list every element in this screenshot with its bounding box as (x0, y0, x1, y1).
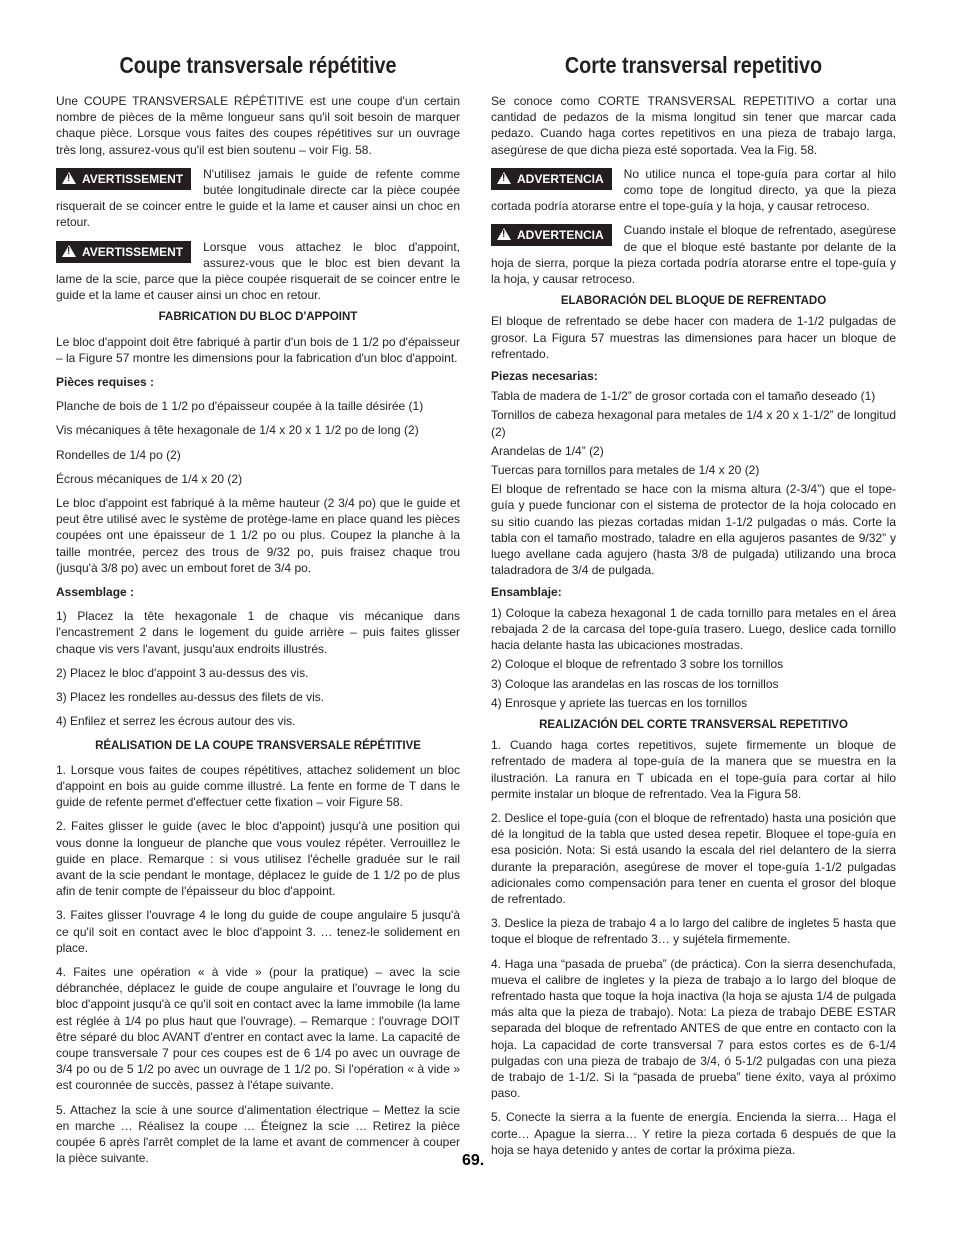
french-column (56, 46, 460, 1166)
warning-triangle-icon: ! (62, 172, 76, 184)
spanish-warning-1 (491, 166, 896, 215)
step-item: 2. Faites glisser le guide (avec le bloc d'appoint) jusqu'à une position qui vous donne la longueur de planche que vous voulez répéter. Verrouillez le guide en place. Remarque : si vous utilisez l'échelle graduée sur le rail avant de la scie pendant le montage, déplacez le guide de 1 1/2 po de plus afin de tenir compte de l'épaisseur du bloc d'appoint. (56, 819, 460, 899)
spanish-warning-1-text: No utilice nunca el tope-guía para cortar al hilo como tope de longitud directo, ya que la pieza cortada podría atorarse entre el tope-guía y la hoja, y causar retroceso. (491, 166, 896, 214)
french-assemblage-label: Assemblage : (56, 585, 135, 600)
spanish-piezas-label: Piezas necesarias: (491, 369, 598, 384)
spanish-title: Corte transversal repetitivo (564, 52, 823, 78)
french-heading-realisation: RÉALISATION DE LA COUPE TRANSVERSALE RÉPÉTITIVE (95, 739, 421, 752)
french-bloc-text: Le bloc d'appoint est fabriqué à la même hauteur (2 3/4 po) que le guide et peut être utilisé avec le système de protège-lame en place quand les pièces coupées ont une épaisseur de 1 1/2 po ou plus. Coupez la planche à la taille montrée, percez des trous de 9/32 po, puis fraisez chaque trou (jusqu'à 3/8 po) avec un embout foret de 3/4 po. (56, 496, 460, 575)
list-item: 1) Placez la tête hexagonale 1 de chaque vis mécanique dans l'encastrement 2 dans le logement du guide arrière – puis faites glisser chaque vis vers l'avant, jusqu'aux endroits illustrés. (56, 609, 460, 656)
step-item: 4. Faites une opération « à vide » (pour la pratique) – avec la scie débranchée, déplacez le guide de coupe angulaire et l'ouvrage le long du bloc d'appoint jusqu'à ce qu'il soit en contact avec la lame immobile (la lame est réglée à 1/4 po plus haut que l'ouvrage). – Remarque : l'ouvrage DOIT être séparé du bloc AVANT d'entrer en contact avec la lame. La capacité de coupe transversale 7 pour ces coupes est de 6 1/4 po avec un ouvrage de 3/4 po ou de 5 1/2 po avec un ouvrage de 1 1/2 po. Si l'opération « à vide » est couronnée de succès, passez à l'étape suivante. (56, 964, 460, 1093)
french-warning-2-text: Lorsque vous attachez le bloc d'appoint, assurez-vous que le bloc est bien devant la lame de la scie, parce que la pièce coupée risquerait de se coincer entre le guide et la lame et causer ainsi un choc en retour. (56, 239, 460, 303)
spanish-ensamblaje-label: Ensamblaje: (491, 585, 562, 600)
warning-label: ADVERTENCIA (517, 228, 604, 243)
list-item: Vis mécaniques à tête hexagonale de 1/4 x 20 x 1 1/2 po de long (2) (56, 423, 419, 438)
list-item: 2) Placez le bloc d'appoint 3 au-dessus des vis. (56, 665, 309, 680)
list-item: 4) Enfilez et serrez les écrous autour des vis. (56, 714, 296, 729)
step-item: 1. Cuando haga cortes repetitivos, sujete firmemente un bloque de refrentado de madera al tope-guía de la manera que se muestra en la ilustración. La ranura en T ubicada en el tope-guía para cortar al hilo permite instalar un bloque de refrentado. Vea la Figura 58. (491, 738, 896, 801)
warning-triangle-icon: ! (497, 228, 511, 240)
warning-label: AVERTISSEMENT (82, 244, 184, 259)
step-item: 3. Deslice la pieza de trabajo 4 a lo largo del calibre de ingletes 5 hasta que toque el bloque de refrentado 3… y sujétela firmemente. (491, 916, 896, 947)
warning-badge (491, 168, 612, 190)
warning-label: ADVERTENCIA (517, 171, 604, 186)
spanish-intro: Se conoce como CORTE TRANSVERSAL REPETITIVO a cortar una cantidad de pedazos de la misma longitud sin tener que marcar cada pedazo. Cuando haga cortes repetitivos en una pieza de trabajo larga, asegúrese de que dicha pieza esté soportada. Vea la Fig. 58. (491, 94, 896, 157)
french-title: Coupe transversale répétitive (119, 52, 397, 78)
list-item: Tornillos de cabeza hexagonal para metales de 1/4 x 20 x 1-1/2” de longitud (2) (491, 408, 896, 439)
french-intro: Une COUPE TRANSVERSALE RÉPÉTITIVE est une coupe d'un certain nombre de pièces de la même longueur sans qu'il soit besoin de marquer chaque pièce. Lorsque vous faites des coupes répétitives sur un ouvrage très long, assurez-vous qu'il est bien soutenu – voir Fig. 58. (56, 94, 460, 157)
warning-badge (491, 224, 612, 246)
step-item: 4. Haga una “pasada de prueba” (de práctica). Con la sierra desenchufada, mueva el calibre de ingletes y la pieza de trabajo a lo largo del bloque de refrentado hasta que toque la hoja inactiva (la hoja se ajusta 1/4 de pulgada más alta que la pieza de trabajo). Nota: La pieza de trabajo DEBE ESTAR separada del bloque de refrentado ANTES de que entre en contacto con la hoja. La capacidad de corte transversal 7 para estos cortes es de 6-1/4 pulgadas con una pieza de trabajo de 3/4, ó 5-1/2 pulgadas con una pieza de trabajo de 1-1/2. Si la “pasada de prueba” tiene éxito, vaya al próximo paso. (491, 956, 896, 1101)
french-warning-2 (56, 239, 460, 304)
step-item: 3. Faites glisser l'ouvrage 4 le long du guide de coupe angulaire 5 jusqu'à ce qu'il soit en contact avec le bloc d'appoint 3. … tenez-le solidement en place. (56, 908, 460, 955)
list-item: 2) Coloque el bloque de refrentado 3 sobre los tornillos (491, 657, 784, 672)
spanish-heading-realizacion: REALIZACIÓN DEL CORTE TRANSVERSAL REPETITIVO (539, 718, 848, 731)
spanish-column (491, 46, 896, 1158)
page-number: 69. (462, 1152, 485, 1169)
spanish-bloque-text: El bloque de refrentado se hace con la misma altura (2-3/4”) que el tope-guía y puede funcionar con el sistema de protector de la hoja colocado en su sitio cuando las piezas cortadas midan 1-1/2 pulgadas o más. Corte la tabla con el tamaño mostrado, taladre en ella agujeros pasantes de 9/32” y luego avellane cada agujero (hasta 3/8 de pulgada) utilizando una broca taladradora de 3/4 de pulgada. (491, 482, 896, 578)
list-item: 3) Placez les rondelles au-dessus des filets de vis. (56, 690, 325, 705)
warning-label: AVERTISSEMENT (82, 171, 184, 186)
list-item: Tabla de madera de 1-1/2” de grosor cortada con el tamaño deseado (1) (491, 389, 876, 404)
list-item: 1) Coloque la cabeza hexagonal 1 de cada tornillo para metales en el área rebajada 2 de la carcasa del tope-guía trasero. Luego, deslice cada tornillo hacia delante hasta las ubicaciones mostradas. (491, 605, 896, 653)
list-item: 3) Coloque las arandelas en las roscas de los tornillos (491, 676, 779, 691)
warning-triangle-icon: ! (62, 245, 76, 257)
step-item: 5. Conecte la sierra a la fuente de energía. Encienda la sierra… Haga el corte… Apague la sierra… Y retire la pieza cortada 6 después de que la hoja se haya detenido y antes de cortar la próxima pieza. (491, 1110, 896, 1157)
list-item: Écrous mécaniques de 1/4 x 20 (2) (56, 471, 243, 486)
warning-badge (56, 168, 191, 190)
list-item: Rondelles de 1/4 po (2) (56, 447, 181, 462)
step-item: 5. Attachez la scie à une source d'alimentation électrique – Mettez la scie en marche … Réalisez la coupe … Éteignez la scie … Retirez la pièce coupée 6 après l'arrêt complet de la lame et avant de commencer à couper la pièce suivante. (56, 1102, 460, 1166)
step-item: 2. Deslice el tope-guía (con el bloque de refrentado) hasta una posición que dé la longitud de la tabla que usted desea repetir. Bloquee el tope-guía en esa posición. Nota: Si está usando la escala del riel delantero de la sierra durante la preparación, asegúrese de mover el tope-guía 1-1/2 pulgadas adicionales como compensación para tener en cuenta el grosor del bloque de refrentado. (491, 810, 896, 906)
list-item: Arandelas de 1/4” (2) (491, 443, 604, 458)
spanish-warning-2 (491, 222, 896, 287)
french-heading-fabrication: FABRICATION DU BLOC D'APPOINT (158, 311, 358, 324)
spanish-elaboracion-text: El bloque de refrentado se debe hacer con madera de 1-1/2 pulgadas de grosor. La Figura 57 muestras las dimensiones para hacer un bloque de refrentado. (491, 314, 896, 361)
list-item: 4) Enrosque y apriete las tuercas en los tornillos (491, 695, 748, 710)
warning-badge (56, 241, 191, 263)
french-fabrication-text: Le bloc d'appoint doit être fabriqué à partir d'un bois de 1 1/2 po d'épaisseur – la Figure 57 montre les dimensions pour la fabrication d'un bloc d'appoint. (56, 334, 460, 365)
step-item: 1. Lorsque vous faites de coupes répétitives, attachez solidement un bloc d'appoint en bois au guide comme illustré. La fente en forme de T dans le guide de refente permet d'effectuer cette fixation – voir Figure 58. (56, 762, 460, 810)
spanish-heading-elaboracion: ELABORACIÓN DEL BLOQUE DE REFRENTADO (560, 295, 827, 308)
french-warning-1 (56, 166, 460, 231)
warning-triangle-icon: ! (497, 172, 511, 184)
french-pieces-label: Pièces requises : (56, 375, 155, 390)
spanish-warning-2-text: Cuando instale el bloque de refrentado, asegúrese de que el bloque esté bastante por delante de la hoja de sierra, porque la pieza cortada podría atorarse entre el tope-guía y la hoja, y causar retroceso. (491, 223, 896, 287)
list-item: Tuercas para tornillos para metales de 1/4 x 20 (2) (491, 463, 760, 478)
list-item: Planche de bois de 1 1/2 po d'épaisseur coupée à la taille désirée (1) (56, 399, 424, 414)
french-warning-1-text: N'utilisez jamais le guide de refente comme butée longitudinale directe car la pièce coupée risquerait de se coincer entre le guide et la lame et causer ainsi un choc en retour. (56, 166, 460, 230)
